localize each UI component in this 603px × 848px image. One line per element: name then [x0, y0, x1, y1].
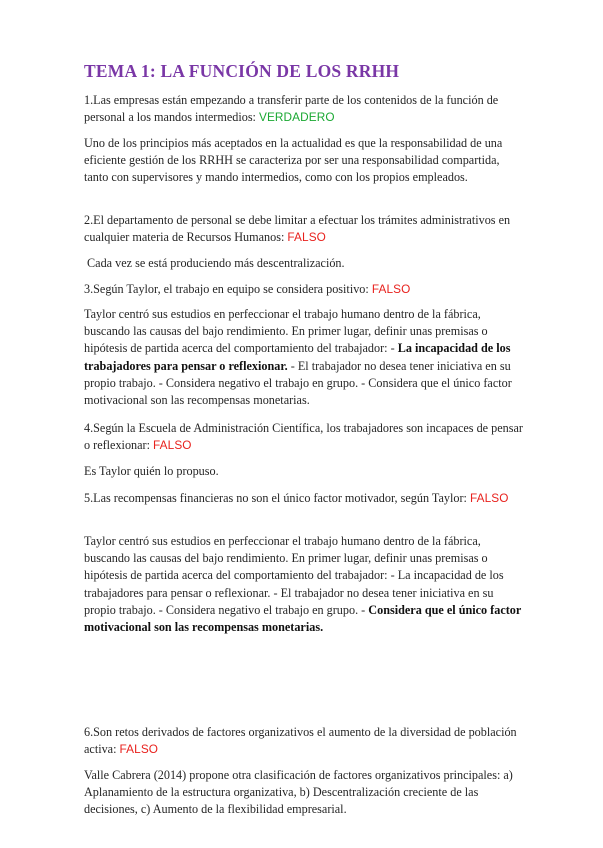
question-text: 4.Según la Escuela de Administración Científica, los trabajadores son incapaces de pensar o reflexionar:	[84, 421, 523, 453]
explanation-3	[84, 306, 524, 409]
answer-false: FALSO	[287, 230, 326, 245]
question-2	[84, 212, 524, 246]
explanation-1: Uno de los principios más aceptados en la actualidad es que la responsabilidad de una eficiente gestión de los RRHH se caracteriza por ser una responsabilidad compartida, tanto con supervisores y mando intermedios, como con los propios empleados.	[84, 136, 503, 185]
page-title: TEMA 1: LA FUNCIÓN DE LOS RRHH	[84, 61, 400, 81]
question-6	[84, 724, 524, 758]
explanation-4: Es Taylor quién lo propuso.	[84, 464, 219, 478]
explanation-5	[84, 533, 524, 636]
explanation-highlight: La incapacidad de los trabajadores para pensar o reflexionar.	[84, 341, 511, 373]
question-5	[84, 490, 524, 507]
question-text: 3.Según Taylor, el trabajo en equipo se considera positivo:	[84, 282, 372, 296]
explanation-2: Cada vez se está produciendo más descentralización.	[84, 256, 345, 270]
answer-false: FALSO	[469, 491, 509, 505]
answer-false: FALSO	[119, 742, 159, 757]
explanation-6: Valle Cabrera (2014) propone otra clasificación de factores organizativos principales: a) Aplanamiento de la estructura organizativa, b) Descentralización creciente de las decisiones, c) Aumento de la flexibilidad empresarial.	[84, 768, 513, 817]
question-4	[84, 420, 524, 454]
explanation-text: Taylor centró sus estudios en perfeccionar el trabajo humano dentro de la fábrica, buscando las causas del bajo rendimiento. En primer lugar, definir unas premisas o hipótesis de partida acerca del comportamiento del trabajador: -	[84, 307, 488, 356]
question-text: 2.El departamento de personal se debe limitar a efectuar los trámites administrativos en cualquier materia de Recursos Humanos:	[84, 213, 511, 245]
explanation-text: Taylor centró sus estudios en perfeccionar el trabajo humano dentro de la fábrica, buscando las causas del bajo rendimiento. En primer lugar, definir unas premisas o hipótesis de partida acerca del comportamiento del trabajador: - La incapacidad de los trabajadores para pensar o reflexionar. - El trabajador no desea tener iniciativa en su propio trabajo. - Considera negativo el trabajo en grupo. -	[84, 534, 504, 617]
question-1	[84, 92, 524, 126]
explanation-text: - El trabajador no desea tener iniciativa en su propio trabajo. - Considera negativo el trabajo en grupo. - Considera que el único factor motivacional son las recompensas monetarias.	[84, 358, 512, 408]
question-text: 5.Las recompensas financieras no son el único factor motivador, según Taylor:	[84, 491, 470, 505]
answer-false: FALSO	[371, 282, 411, 296]
answer-false: FALSO	[153, 438, 192, 453]
answer-true: VERDADERO	[259, 110, 335, 125]
question-text: 6.Son retos derivados de factores organizativos el aumento de la diversidad de población activa:	[84, 725, 517, 757]
question-3	[84, 281, 524, 298]
explanation-highlight: Considera que el único factor motivacional son las recompensas monetarias.	[84, 602, 522, 635]
question-text: 1.Las empresas están empezando a transferir parte de los contenidos de la función de personal a los mandos intermedios:	[84, 93, 499, 125]
